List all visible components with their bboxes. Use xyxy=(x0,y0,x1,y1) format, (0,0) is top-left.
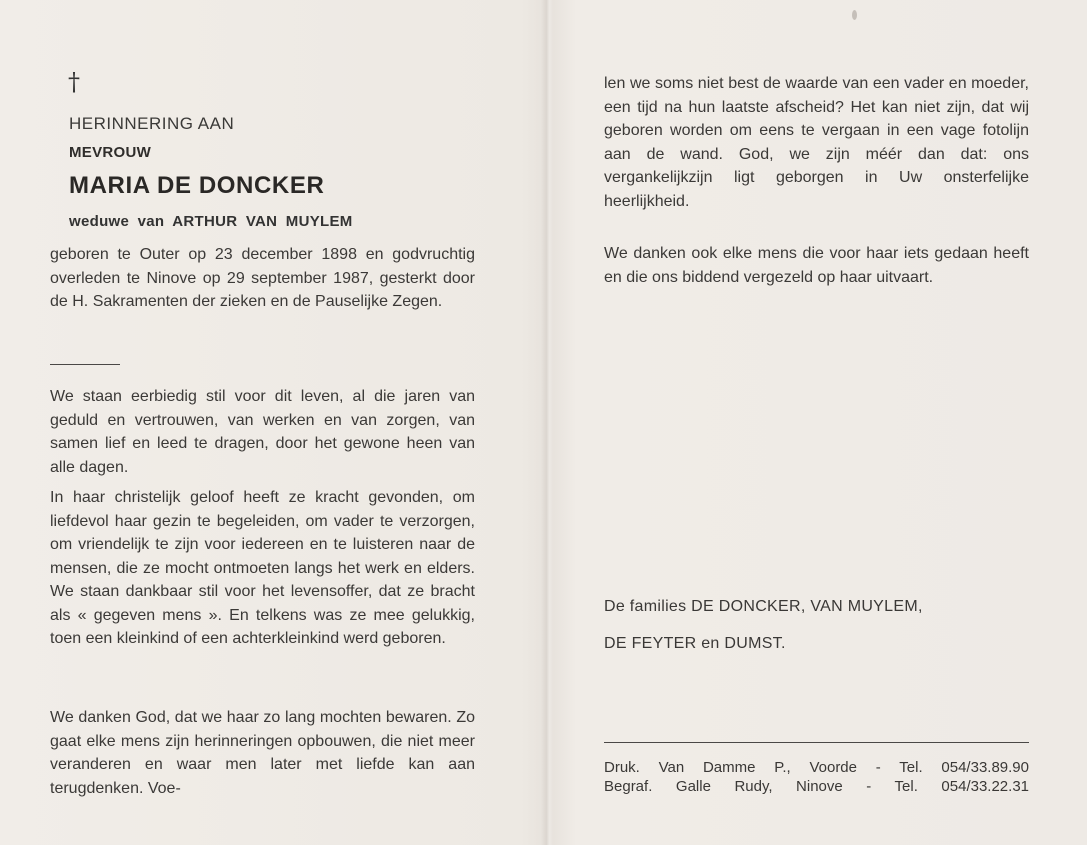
printer-line: Druk. Van Damme P., Voorde - Tel. 054/33.89.90 xyxy=(604,759,1029,776)
funeral-director-line: Begraf. Galle Rudy, Ninove - Tel. 054/33.22.31 xyxy=(604,778,1029,795)
right-paragraph-1: len we soms niet best de waarde van een vader en moeder, een tijd na hun laatste afscheid? Het kan niet zijn, dat wij geboren worden om eens te vergaan in een vage fotolijn aan de wand. God, we zijn méér dan dat: ons vergankelijkzijn ligt geborgen in Uw onsterfelijke heerlijkheid. xyxy=(604,75,1029,210)
left-divider xyxy=(50,364,120,365)
families-line-1: De families DE DONCKER, VAN MUYLEM, xyxy=(604,598,923,615)
right-paragraph-2: We danken ook elke mens die voor haar iets gedaan heeft en die ons biddend vergezeld op haar uitvaart. xyxy=(604,245,1029,286)
cross-icon: † xyxy=(68,68,80,96)
heading-title: MEVROUW xyxy=(69,144,152,161)
right-rule xyxy=(604,742,1029,743)
intro-paragraph: geboren te Outer op 23 december 1898 en godvruchtig overleden te Ninove op 29 september 1987, gesterkt door de H. Sakramenten der zieken en de Pauselijke Zegen. xyxy=(50,246,475,310)
left-paragraph-3: We danken God, dat we haar zo lang mochten bewaren. Zo gaat elke mens zijn herinneringen opbouwen, die niet meer veranderen en waar men later met liefde kan aan terugdenken. Voe- xyxy=(50,709,475,797)
left-paragraph-2: In haar christelijk geloof heeft ze kracht gevonden, om liefdevol haar gezin te begeleiden, om vader te verzorgen, om vriendelijk te zijn voor iedereen en te luisteren naar de mensen, die ze mocht ontmoeten langs het werk en elders. We staan dankbaar stil voor het levensoffer, dat ze bracht als « gegeven mens ». En telkens was ze mee gelukkig, toen een kleinkind of een achterkleinkind werd geboren. xyxy=(50,489,475,647)
card-fold xyxy=(541,0,553,845)
paper-smudge xyxy=(852,10,857,20)
widow-of: weduwe van ARTHUR VAN MUYLEM xyxy=(69,213,353,230)
heading-memory: HERINNERING AAN xyxy=(69,114,235,133)
left-paragraph-1: We staan eerbiedig stil voor dit leven, al die jaren van geduld en vertrouwen, van werken en van zorgen, van samen lief en leed te dragen, door het gewone heen van alle dagen. xyxy=(50,388,475,476)
families-line-2: DE FEYTER en DUMST. xyxy=(604,635,786,652)
deceased-name: MARIA DE DONCKER xyxy=(69,172,325,199)
